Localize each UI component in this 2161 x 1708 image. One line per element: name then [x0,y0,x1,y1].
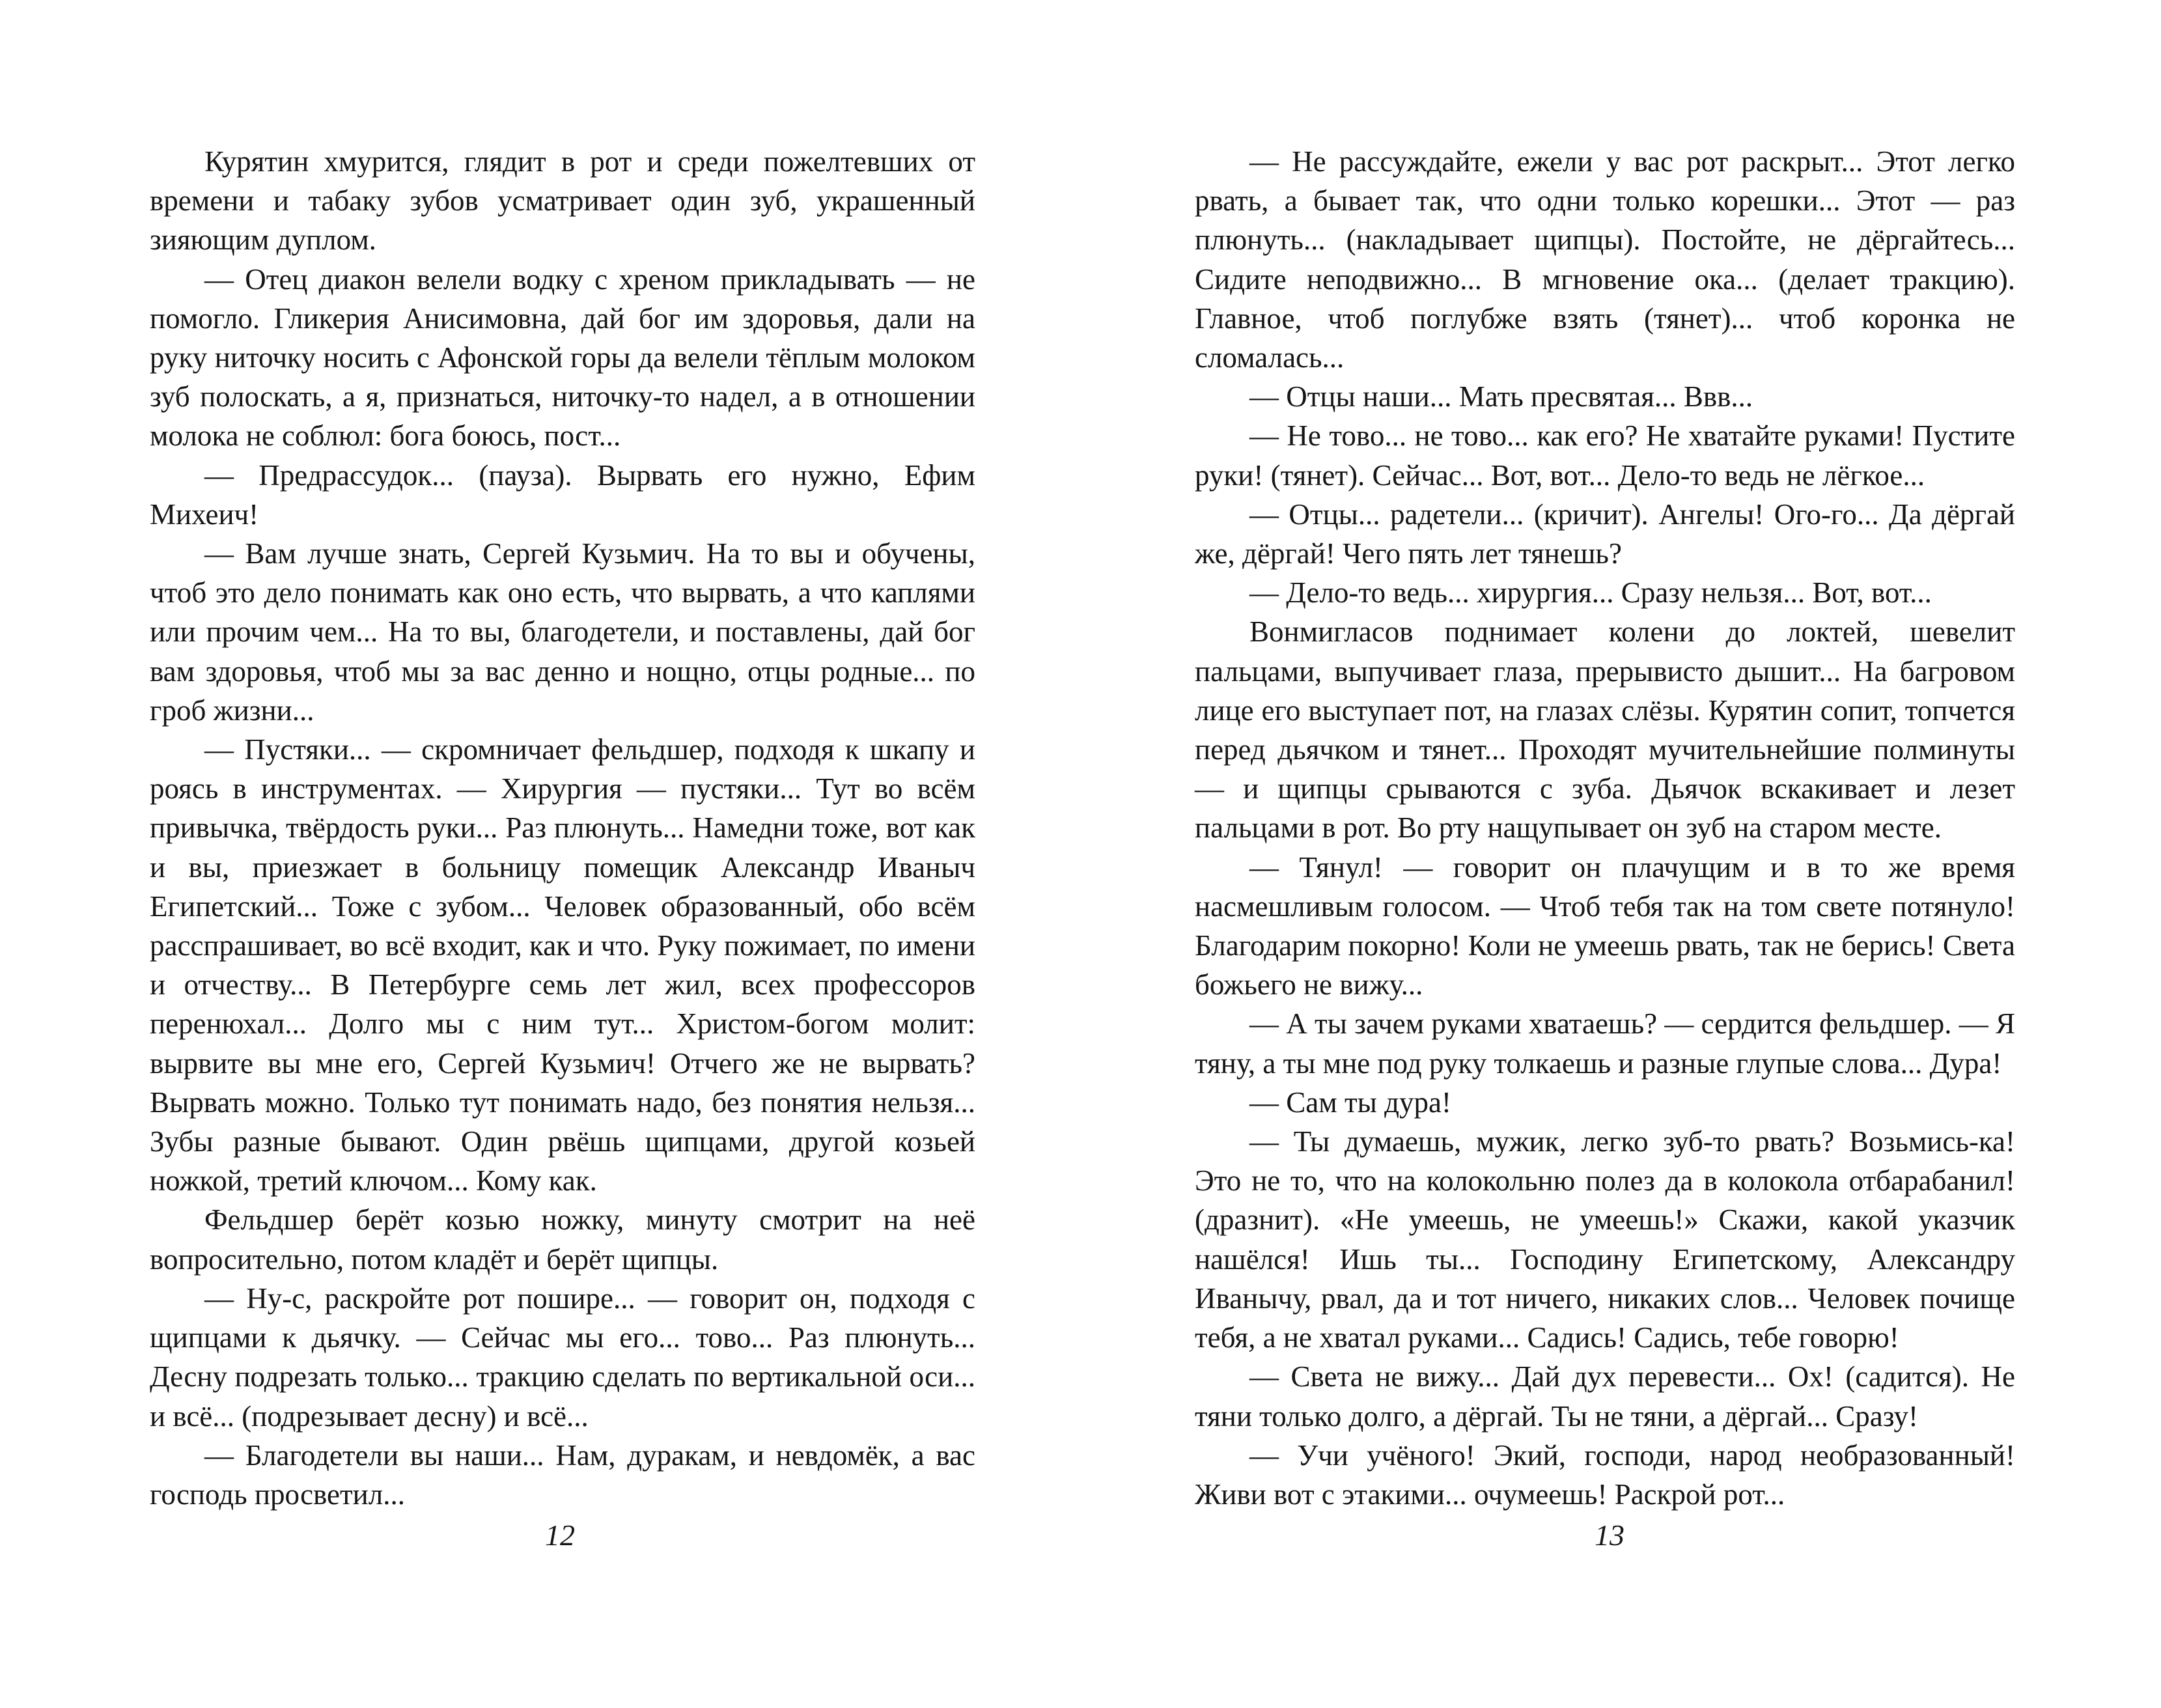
paragraph: — Дело-то ведь... хирургия... Сразу нельзя... Вот, вот... [1249,576,1932,609]
paragraph: — Тянул! — говорит он плачущим и в то же время насмешливым голосом. — Чтоб тебя так на том свете потянуло! Благодарим покорно! Коли не умеешь рвать, так не берись! Света божьего не вижу... [1195,850,2015,1001]
paragraph: — Света не вижу... Дай дух перевести... Ох! (садится). Не тяни только долго, а дёргай. Ты не тяни, а дёргай... Сразу! [1195,1360,2015,1433]
paragraph: — А ты зачем руками хватаешь? — сердится фельдшер. — Я тяну, а ты мне под руку толкаешь и разные глупые слова... Дура! [1195,1007,2015,1080]
paragraph: — Отец диакон велели водку с хреном прикладывать — не помогло. Гликерия Анисимовна, дай бог им здоровья, дали на руку ниточку носить с Афонской горы да велели тёплым молоком зуб полоскать, а я, признаться, ниточку-то надел, а в отношении молока не соблюл: бога боюсь, пост... [150,262,975,453]
paragraph: — Ты думаешь, мужик, легко зуб-то рвать? Возьмись-ка! Это не то, что на колокольню полез да в колокола отбарабанил! (дразнит). «Не умеешь, не умеешь!» Скажи, какой указчик нашёлся! Ишь ты... Господину Египетскому, Александру Иванычу, рвал, да и тот ничего, никаких слов... Человек почище тебя, а не хватал руками... Садись! Садись, тебе говорю! [1195,1125,2015,1354]
right-page-text [1195,142,2015,1514]
paragraph: — Ну-с, раскройте рот пошире... — говорит он, подходя с щипцами к дьячку. — Сейчас мы его... тово... Раз плюнуть... Десну подрезать только... тракцию сделать по вертикальной оси... и всё... (подрезывает десну) и всё... [150,1281,975,1433]
paragraph: Фельдшер берёт козью ножку, минуту смотрит на неё вопросительно, потом кладёт и берёт щипцы. [150,1203,975,1276]
paragraph: — Не рассуждайте, ежели у вас рот раскрыт... Этот легко рвать, а бывает так, что одни только корешки... Этот — раз плюнуть... (накладывает щипцы). Постойте, не дёргайтесь... Сидите неподвижно... В мгновение ока... (делает тракцию). Главное, чтоб поглубже взять (тянет)... чтоб коронка не сломалась... [1195,145,2015,374]
paragraph: — Пустяки... — скромничает фельдшер, подходя к шкапу и роясь в инструментах. — Хирургия — пустяки... Тут во всём привычка, твёрдость руки... Раз плюнуть... Намедни тоже, вот как и вы, приезжает в больницу помещик Александр Иваныч Египетский... Тоже с зубом... Человек образованный, обо всём расспрашивает, во всё входит, как и что. Руку пожимает, по имени и отчеству... В Петербурге семь лет жил, всех профессоров перенюхал... Долго мы с ним тут... Христом-богом молит: вырвите вы мне его, Сергей Кузьмич! Отчего же не вырвать? Вырвать можно. Только тут понимать надо, без понятия нельзя... Зубы разные бывают. Один рвёшь щипцами, другой козьей ножкой, третий ключом... Кому как. [150,733,975,1197]
paragraph: Вонмигласов поднимает колени до локтей, шевелит пальцами, выпучивает глаза, прерывисто дышит... На багровом лице его выступает пот, на глазах слёзы. Курятин сопит, топчется перед дьячком и тянет... Проходят мучительнейшие полминуты — и щипцы срываются с зуба. Дьячок вскакивает и лезет пальцами в рот. Во рту нащупывает он зуб на старом месте. [1195,615,2015,845]
paragraph: — Отцы... радетели... (кричит). Ангелы! Ого-го... Да дёргай же, дёргай! Чего пять лет тянешь? [1195,497,2015,570]
paragraph: — Предрассудок... (пауза). Вырвать его нужно, Ефим Михеич! [150,458,975,531]
paragraph: — Благодетели вы наши... Нам, дуракам, и невдомёк, а вас господь просветил... [150,1438,975,1511]
paragraph: — Не тово... не тово... как его? Не хватайте руками! Пустите руки! (тянет). Сейчас... Вот, вот... Дело-то ведь не лёгкое... [1195,419,2015,492]
paragraph: — Вам лучше знать, Сергей Кузьмич. На то вы и обучены, чтоб это дело понимать как оно есть, что вырвать, а что каплями или прочим чем... На то вы, благодетели, и поставлены, дай бог вам здоровья, чтоб мы за вас денно и нощно, отцы родные... по гроб жизни... [150,537,975,727]
paragraph: Курятин хмурится, глядит в рот и среди пожелтевших от времени и табаку зубов усматривает один зуб, украшенный зияющим дуплом. [150,145,975,257]
paragraph: — Сам ты дура! [1249,1085,1451,1119]
left-page [150,142,975,1514]
right-page-number: 13 [1595,1519,1624,1552]
right-page [1195,142,2015,1514]
left-page-text [150,142,975,1514]
paragraph: — Учи учёного! Экий, господи, народ необразованный! Живи вот с этакими... очумеешь! Раскрой рот... [1195,1438,2015,1511]
left-page-number: 12 [545,1519,575,1552]
paragraph: — Отцы наши... Мать пресвятая... Ввв... [1249,380,1753,413]
